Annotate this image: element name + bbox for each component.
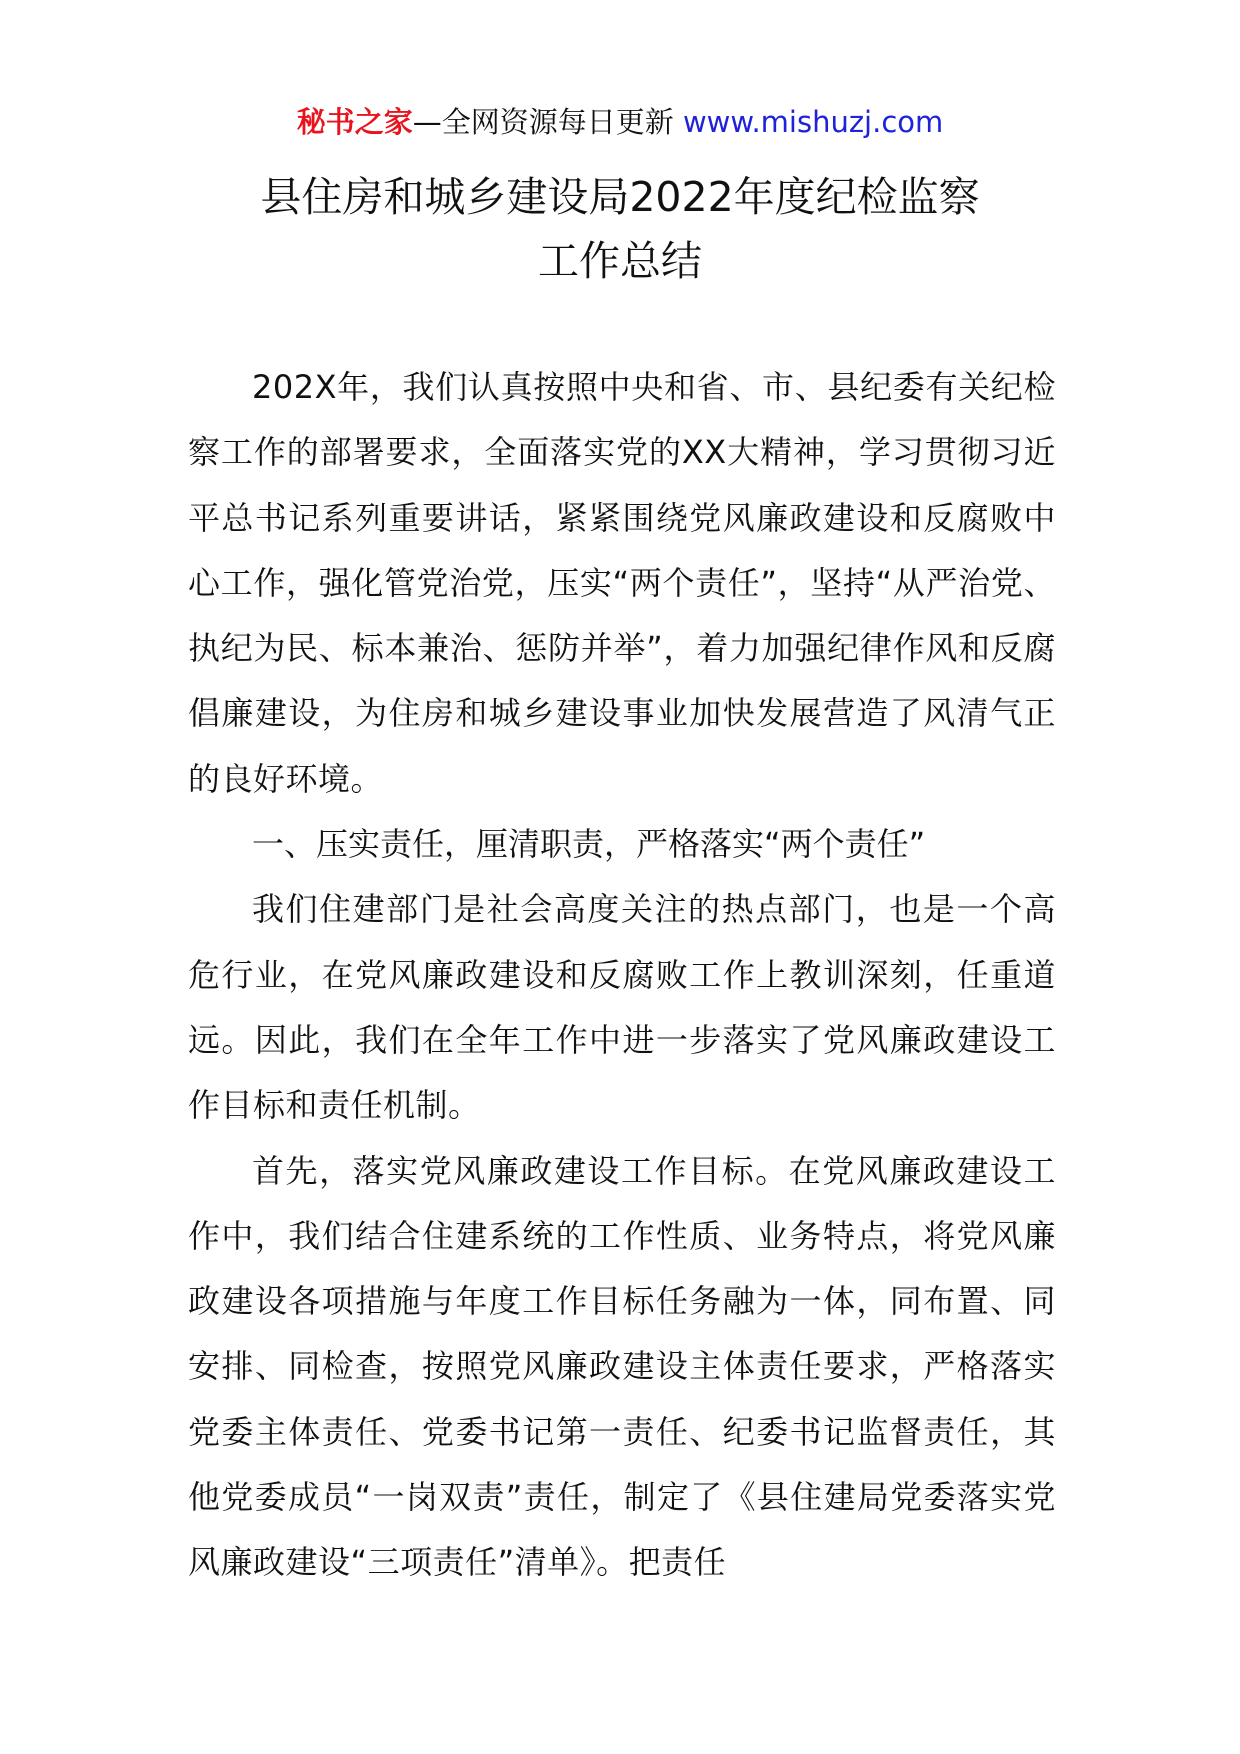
body-paragraph-2: 首先，落实党风廉政建设工作目标。在党风廉政建设工作中，我们结合住建系统的工作性质、业务特点，将党风廉政建设各项措施与年度工作目标任务融为一体，同布置、同安排、同检查，按照党风廉政建设主体责任要求，严格落实党委主体责任、党委书记第一责任、纪委书记监督责任，其他党委成员“一岗双责”责任，制定了《县住建局党委落实党风廉政建设“三项责任”清单》。把责任 — [188, 1151, 1056, 1582]
site-brand: 秘书之家 — [296, 105, 413, 139]
document-title — [0, 165, 1240, 293]
document-title-line-2: 工作总结 — [538, 237, 702, 285]
site-tagline: —全网资源每日更新 — [412, 105, 674, 139]
site-url-link[interactable]: www.mishuzj.com — [682, 105, 944, 139]
site-header — [0, 102, 1240, 142]
document-body — [188, 355, 1056, 1596]
body-paragraph-1: 我们住建部门是社会高度关注的热点部门，也是一个高危行业，在党风廉政建设和反腐败工作上教训深刻，任重道远。因此，我们在全年工作中进一步落实了党风廉政建设工作目标和责任机制。 — [188, 890, 1056, 1125]
document-title-line-1: 县住房和城乡建设局2022年度纪检监察 — [260, 173, 980, 221]
section-heading-1: 一、压实责任，厘清职责，严格落实“两个责任” — [252, 825, 926, 864]
intro-paragraph: 202X年，我们认真按照中央和省、市、县纪委有关纪检察工作的部署要求，全面落实党的XX大精神，学习贯彻习近平总书记系列重要讲话，紧紧围绕党风廉政建设和反腐败中心工作，强化管党治党，压实“两个责任”，坚持“从严治党、执纪为民、标本兼治、惩防并举”，着力加强纪律作风和反腐倡廉建设，为住房和城乡建设事业加快发展营造了风清气正的良好环境。 — [188, 368, 1056, 798]
